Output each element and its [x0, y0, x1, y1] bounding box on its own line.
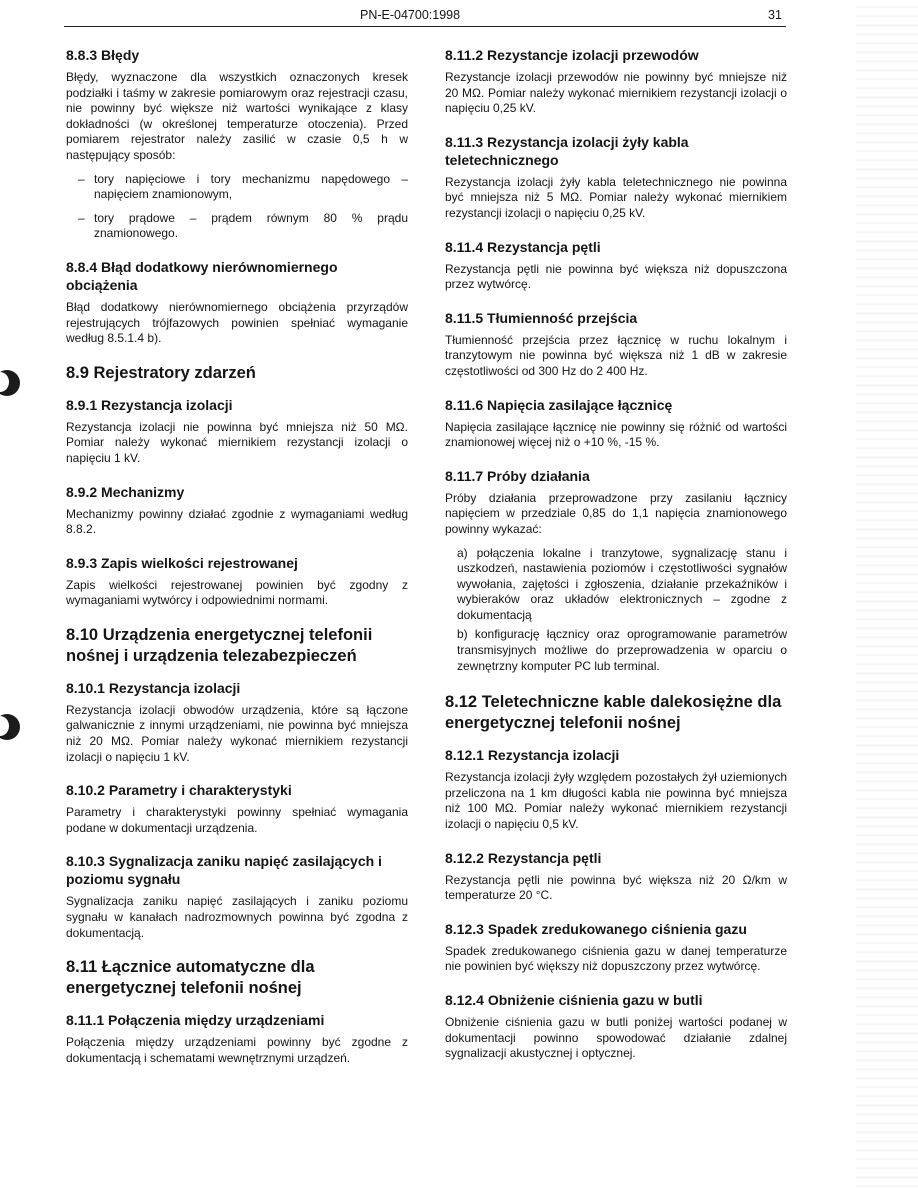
- section-8-9-3: [66, 554, 408, 609]
- section-body: Tłumienność przejścia przez łącznicę w ruchu lokalnym i tranzytowym nie powinna być większa niż 1 dB w zakresie częstotliwości od 300 Hz do 2 400 Hz.: [445, 332, 787, 378]
- section-heading: 8.11.4 Rezystancja pętli: [445, 238, 601, 255]
- section-heading: 8.11.7 Próby działania: [445, 467, 590, 484]
- section-8-9-2: [66, 483, 408, 538]
- list-item: [78, 211, 408, 242]
- section-8-11-3: [445, 133, 787, 222]
- major-heading: 8.12 Teletechniczne kable dalekosiężne dla energetycznej telefonii nośnej: [445, 693, 782, 733]
- section-8-11-4: [445, 238, 787, 293]
- section-body: Rezystancja izolacji obwodów urządzenia, które są łączone galwanicznie z innymi urządzeniami, nie powinna być mniejsza niż 20 MΩ. Pomiar należy wykonać miernikiem rezystancji izolacji o napięciu 1 kV.: [66, 702, 408, 764]
- section-body: Spadek zredukowanego ciśnienia gazu w danej temperaturze nie powinien być większy niż dopuszczony przez wytwórcę.: [445, 943, 787, 974]
- section-8-8-4: [66, 258, 408, 347]
- section-heading: 8.8.3 Błędy: [66, 47, 140, 63]
- section-body: Rezystancja izolacji żyły kabla teletechnicznego nie powinna być mniejsza niż 5 MΩ. Pomiar należy wykonać miernikiem rezystancji izolacji o napięciu 0,25 kV.: [445, 174, 787, 220]
- section-heading: 8.11.5 Tłumienność przejścia: [445, 309, 638, 326]
- section-8-10: [66, 625, 408, 667]
- section-8-10-1: [66, 679, 408, 765]
- section-heading: 8.9.2 Mechanizmy: [66, 483, 185, 500]
- left-column: [66, 46, 408, 1082]
- list-item: b) konfigurację łącznicy oraz oprogramowanie parametrów transmisyjnych możliwe do przeprowadzenia w oparciu o zewnętrzny komputer PC lub terminal.: [457, 627, 787, 673]
- section-8-11-7: [445, 467, 787, 675]
- scan-edge-noise: [856, 0, 918, 1188]
- list-item-text: tory prądowe – prądem równym 80 % prądu znamionowego.: [94, 210, 408, 241]
- list-marker: –: [78, 171, 85, 186]
- section-body: Napięcia zasilające łącznicę nie powinny się różnić od wartości znamionowej więcej niż o +10 %, -15 %.: [445, 419, 787, 450]
- lettered-list: [457, 546, 787, 675]
- dash-list: [78, 172, 408, 242]
- section-body: Rezystancja pętli nie powinna być większa niż 20 Ω/km w temperaturze 20 °C.: [445, 872, 787, 903]
- section-body: Obniżenie ciśnienia gazu w butli poniżej wartości podanej w dokumentacji powinno spowodować działanie zdalnej sygnalizacji akustycznej i optycznej.: [445, 1015, 787, 1061]
- section-body: Sygnalizacja zaniku napięć zasilających i zaniku poziomu sygnału w kanałach nadrozmownych powinna być zgodna z dokumentacją.: [66, 894, 408, 940]
- section-body: Parametry i charakterystyki powinny spełniać wymagania podane w dokumentacji urządzenia.: [66, 805, 408, 835]
- section-8-11-6: [445, 396, 787, 451]
- section-heading: 8.11.3 Rezystancja izolacji żyły kabla teletechnicznego: [445, 133, 689, 168]
- header-rule: [64, 26, 786, 27]
- section-body: Mechanizmy powinny działać zgodnie z wymaganiami według 8.8.2.: [66, 506, 408, 537]
- section-body: Rezystancja izolacji nie powinna być mniejsza niż 50 MΩ. Pomiar należy wykonać miernikiem rezystancji izolacji o napięciu 1 kV.: [66, 419, 408, 465]
- major-heading: 8.9 Rejestratory zdarzeń: [66, 363, 256, 382]
- section-body: Błąd dodatkowy nierównomiernego obciążenia przyrządów rejestrujących trójfazowych powinien spełniać wymaganie według 8.5.1.4 b).: [66, 299, 408, 346]
- section-8-12: [445, 692, 787, 734]
- section-heading: 8.12.1 Rezystancja izolacji: [445, 747, 620, 764]
- section-8-11-1: [66, 1011, 408, 1066]
- section-heading: 8.11.1 Połączenia między urządzeniami: [66, 1012, 325, 1029]
- section-8-12-4: [445, 991, 787, 1062]
- section-8-9: [66, 363, 408, 384]
- section-heading: 8.9.3 Zapis wielkości rejestrowanej: [66, 554, 298, 571]
- list-item: a) połączenia lokalne i tranzytowe, sygnalizację stanu i uszkodzeń, nastawienia poziomów i częstotliwości sygnałów wywołania, zajętości i zgłoszenia, działanie przekaźników i wybieraków oraz układów elektronicznych – zgodne z dokumentacją: [457, 545, 787, 622]
- list-item-text: tory napięciowe i tory mechanizmu napędowego – napięciem znamionowym,: [94, 171, 408, 202]
- section-heading: 8.12.4 Obniżenie ciśnienia gazu w butli: [445, 992, 703, 1008]
- section-body: Rezystancje izolacji przewodów nie powinny być mniejsze niż 20 MΩ. Pomiar należy wykonać miernikiem rezystancji izolacji o napięciu 0,25 kV.: [445, 70, 787, 116]
- standard-code: PN-E-04700:1998: [360, 8, 461, 22]
- section-8-10-2: [66, 781, 408, 836]
- page-number: 31: [768, 8, 782, 22]
- section-8-12-1: [445, 746, 787, 832]
- section-heading: 8.12.3 Spadek zredukowanego ciśnienia gazu: [445, 920, 747, 937]
- right-column: [445, 46, 787, 1078]
- section-heading: 8.11.2 Rezystancje izolacji przewodów: [445, 47, 699, 63]
- section-body: Błędy, wyznaczone dla wszystkich oznaczonych kresek podziałki i taśmy w zakresie pomiarowym oraz rejestracji czasu, nie powinny być większe niż wartości wynikające z klasy dokładności (w określonej temperaturze otoczenia). Przed pomiarem rejestrator należy zasilić w czasie 0,5 h w następujący sposób:: [66, 70, 408, 162]
- section-8-12-2: [445, 849, 787, 904]
- section-body: Połączenia między urządzeniami powinny być zgodne z dokumentacją i schematami wewnętrznymi urządzeń.: [66, 1035, 408, 1065]
- major-heading: 8.11 Łącznice automatyczne dla energetycznej telefonii nośnej: [66, 958, 315, 998]
- section-body: Rezystancja izolacji żyły względem pozostałych żył uziemionych przeliczona na 1 km długości kabla nie powinna być mniejsza niż 100 MΩ. Pomiar należy wykonać miernikiem rezystancji izolacji o napięciu 0,5 kV.: [445, 770, 787, 832]
- section-heading: 8.8.4 Błąd dodatkowy nierównomiernego obciążenia: [66, 258, 338, 293]
- section-8-8-3: [66, 46, 408, 242]
- section-heading: 8.11.6 Napięcia zasilające łącznicę: [445, 396, 673, 413]
- section-8-10-3: [66, 852, 408, 941]
- section-body: Zapis wielkości rejestrowanej powinien być zgodny z wymaganiami wytwórcy i odpowiednimi normami.: [66, 577, 408, 608]
- section-body: Próby działania przeprowadzone przy zasilaniu łącznicy napięciem w przedziale 0,85 do 1,1 napięcia znamionowego powinny wykazać:: [445, 490, 787, 536]
- section-8-11-2: [445, 46, 787, 117]
- list-marker: –: [78, 210, 85, 225]
- punch-hole-mark-upper: [0, 370, 20, 396]
- section-heading: 8.10.1 Rezystancja izolacji: [66, 679, 241, 696]
- major-heading: 8.10 Urządzenia energetycznej telefonii nośnej i urządzenia telezabezpieczeń: [66, 625, 373, 665]
- section-body: Rezystancja pętli nie powinna być większa niż dopuszczona przez wytwórcę.: [445, 261, 787, 292]
- section-heading: 8.12.2 Rezystancja pętli: [445, 849, 602, 866]
- punch-hole-mark-lower: [0, 714, 20, 740]
- section-8-11: [66, 957, 408, 999]
- section-8-9-1: [66, 396, 408, 467]
- section-heading: 8.9.1 Rezystancja izolacji: [66, 396, 233, 413]
- section-heading: 8.10.2 Parametry i charakterystyki: [66, 782, 292, 799]
- section-8-12-3: [445, 920, 787, 975]
- section-8-11-5: [445, 309, 787, 380]
- list-item: [78, 172, 408, 203]
- section-heading: 8.10.3 Sygnalizacja zaniku napięć zasilających i poziomu sygnału: [66, 853, 382, 888]
